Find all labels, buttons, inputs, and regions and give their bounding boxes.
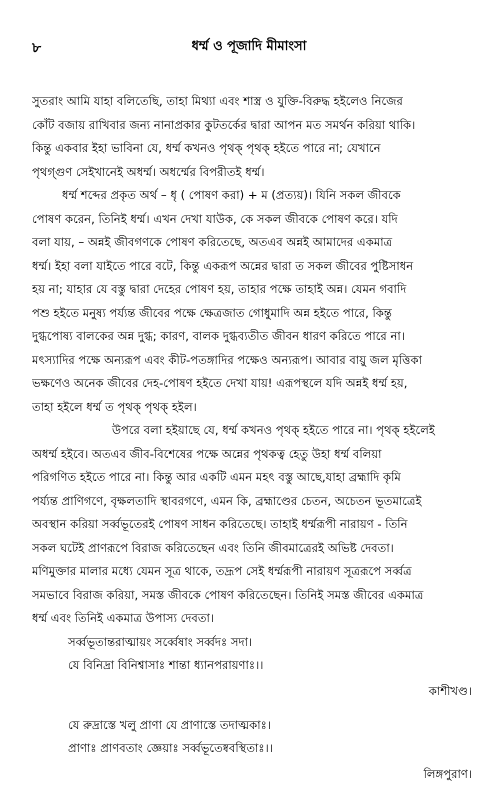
verse-line: যে বিনিদ্রা বিনিশ্বাসাঃ শান্তা ধ্যানপরায়ণাঃ।। xyxy=(68,658,264,672)
verse-line: সর্ব্বভূতান্তরাত্মায়ং সর্ব্বেষাং সর্ব্বদঃ সদা। xyxy=(68,634,253,649)
text-line: পোষণ করেন, তিনিই ধর্ম্ম। এখন দেখা যাউক, কে সকল জীবকে পোষণ করে। যদি xyxy=(32,211,398,226)
text-line: তাহা হইলে ধর্ম্ম ত পৃথক্ পৃথক্ হইল। xyxy=(32,399,197,414)
text-line: হয় না; যাহার যে বস্তু দ্বারা দেহের পোষণ হয়, তাহার পক্ষে তাহাই অন্ন। যেমন গবাদি xyxy=(32,282,407,296)
verse-2-source: লিঙ্গপুরাণ। xyxy=(423,766,472,781)
paragraph-1 xyxy=(32,90,476,184)
paragraph-3 xyxy=(32,419,476,631)
text-line: অবস্থান করিয়া সর্ব্বভূতেরই পোষণ সাধন করিতেছে। তাহাই ধর্ম্মরূপী নারায়ণ - তিনি xyxy=(32,517,408,531)
text-line: অধর্ম্ম হইবে। অতএব জীব-বিশেষের পক্ষে অন্নের পৃথকত্ব হেতু উহা ধর্ম্ম বলিয়া xyxy=(32,446,382,461)
text-line: ধর্ম্ম এবং তিনিই একমাত্র উপাস্য দেবতা। xyxy=(32,611,215,625)
text-line: মৎস্যাদির পক্ষে অন্যরূপ এবং কীট-পতঙ্গাদির পক্ষেও অন্যরূপ। আবার বায়ু জল মৃত্তিকা xyxy=(32,352,422,367)
text-line: মণিমুক্তার মালার মধ্যে যেমন সূত্র থাকে, তদ্রূপ সেই ধর্ম্মরূপী নারায়ণ সূত্ররূপে সর্ব্বত্র xyxy=(32,564,412,578)
page-number: ৮ xyxy=(32,40,42,56)
verse-2 xyxy=(32,714,476,761)
text-line: সুতরাং আমি যাহা বলিতেছি, তাহা মিথ্যা এবং শাস্ত্র ও যুক্তি-বিরুদ্ধ হইলেও নিজের xyxy=(32,94,403,108)
text-line: সকল ঘটেই প্রাণরূপে বিরাজ করিতেছেন এবং তিনি জীবমাত্রেরই অভিষ্ট দেবতা। xyxy=(32,540,394,555)
page-body xyxy=(32,90,476,787)
verse-line: প্রাণাঃ প্রাণবতাং জ্ঞেয়াঃ সর্ব্বভূতেষ্ববস্থিতাঃ।। xyxy=(68,741,273,755)
text-line: কোঁট বজায় রাখিবার জন্য নানাপ্রকার কুটতর্কের দ্বারা আপন মত সমর্থন করিয়া থাকি। xyxy=(32,117,416,132)
text-line: সমভাবে বিরাজ করিয়া, সমস্ত জীবকে পোষণ করিতেছেন। তিনিই সমস্ত জীবের একমাত্র xyxy=(32,587,424,602)
verse-1 xyxy=(32,631,476,678)
text-line: ভক্ষণেও অনেক জীবের দেহ-পোষণ হইতে দেখা যায়! এরূপস্থলে যদি অন্নই ধর্ম্ম হয়, xyxy=(32,376,408,390)
text-line: পরিগণিত হইতে পারে না। কিন্তু আর একটি এমন মহৎ বস্তু আছে,যাহা ব্রহ্মাদি কৃমি xyxy=(32,470,401,484)
text-line: ধর্ম্ম শব্দের প্রকৃত অর্থ – ধৃ ( পোষণ করা) + ম (প্রত্যয়)। যিনি সকল জীবকে xyxy=(62,188,401,202)
verse-line: যে রুদ্রাস্তে খলু প্রাণা যে প্রাণাস্তে তদাত্মকাঃ। xyxy=(68,717,271,732)
text-line: কিন্তু একবার ইহা ভাবিনা যে, ধর্ম্ম কখনও পৃথক্ পৃথক্ হইতে পারে না; যেখানে xyxy=(32,141,381,155)
running-title: ধর্ম্ম ও পূজাদি মীমাংসা xyxy=(191,39,307,54)
page-header xyxy=(0,36,498,58)
text-line: ধর্ম্ম। ইহা বলা যাইতে পারে বটে, কিন্তু একরূপ অন্নের দ্বারা ত সকল জীবের পুষ্টিসাধন xyxy=(32,258,414,273)
paragraph-2 xyxy=(32,184,476,419)
text-line: দুগ্ধপোষ্য বালকের অন্ন দুগ্ধ; কারণ, বালক দুগ্ধব্যতীত জীবন ধারণ করিতে পারে না। xyxy=(32,329,405,343)
spacer xyxy=(32,704,476,714)
verse-1-source: কাশীখণ্ড। xyxy=(428,683,472,698)
text-line: পৃথগ্‌গুণ সেইখানেই অধর্ম্ম। অধর্ম্মের বিপরীতই ধর্ম্ম। xyxy=(32,164,265,179)
text-line: উপরে বলা হইয়াছে যে, ধর্ম্ম কখনও পৃথক্ হইতে পারে না। পৃথক্ হইলেই xyxy=(112,423,435,437)
text-line: বলা যায়, – অন্নই জীবগণকে পোষণ করিতেছে, অতএব অন্নই আমাদের একমাত্র xyxy=(32,235,393,249)
text-line: পর্য্যন্ত প্রাণিগণে, বৃক্ষলতাদি স্থাবরগণে, এমন কি, ব্রহ্মাণ্ডের চেতন, অচেতন ভূতমাত্রেই xyxy=(32,493,422,508)
text-line: পশু হইতে মনুষ্য পর্য্যন্ত জীবের পক্ষে ক্ষেত্রজাত গোধুমাদি অন্ন হইতে পারে, কিন্তু xyxy=(32,305,392,320)
